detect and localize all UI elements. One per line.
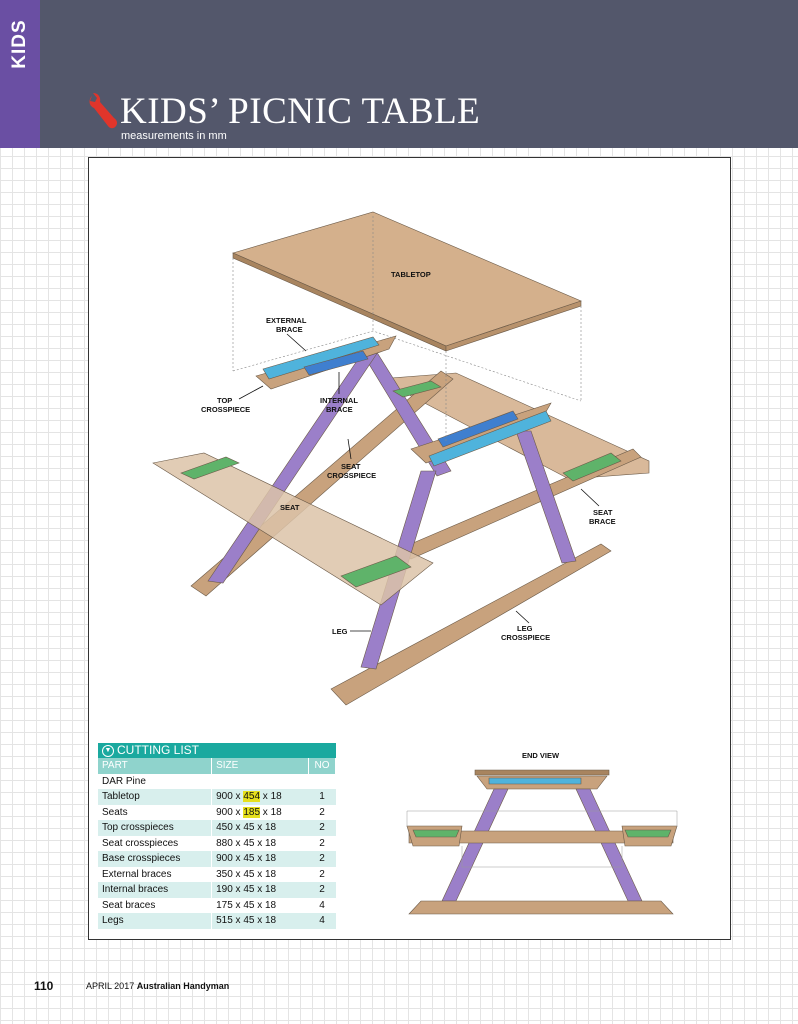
cutting-list-title: CUTTING LIST: [117, 743, 200, 757]
end-tabletop: [475, 770, 609, 775]
label-end-view: END VIEW: [522, 751, 560, 760]
part-cell: Seats: [98, 805, 212, 821]
cutting-list-header: [98, 743, 336, 758]
size-cell: 900 x 454 x 18: [212, 789, 309, 805]
part-cell: Base crosspieces: [98, 851, 212, 867]
column-header-part: PART: [98, 758, 212, 774]
part-cell: Tabletop: [98, 789, 212, 805]
cutting-list: [98, 743, 336, 929]
label-external-brace-2: BRACE: [276, 325, 303, 334]
table-row: [98, 820, 336, 836]
end-seat-brace-left: [413, 830, 459, 837]
part-cell: Seat crosspieces: [98, 836, 212, 852]
page-title: KIDS’ PICNIC TABLE: [120, 91, 481, 132]
label-seat-brace-2: BRACE: [589, 517, 616, 526]
size-cell: 880 x 45 x 18: [212, 836, 309, 852]
no-cell: 4: [309, 898, 336, 914]
size-cell: 515 x 45 x 18: [212, 913, 309, 929]
part-cell: Seat braces: [98, 898, 212, 914]
page-subtitle: measurements in mm: [121, 130, 227, 142]
wrench-icon: [86, 92, 120, 132]
column-header-no: NO: [309, 758, 336, 774]
size-cell: 190 x 45 x 18: [212, 882, 309, 898]
table-row: [98, 836, 336, 852]
size-cell: 350 x 45 x 18: [212, 867, 309, 883]
table-row: [98, 851, 336, 867]
label-seat-brace-1: SEAT: [593, 508, 613, 517]
end-base: [409, 901, 673, 914]
part-cell: Internal braces: [98, 882, 212, 898]
chevron-down-icon: ▼: [102, 745, 114, 757]
table-row: [98, 898, 336, 914]
part-cell: External braces: [98, 867, 212, 883]
table-row: [98, 882, 336, 898]
label-internal-brace-2: BRACE: [326, 405, 353, 414]
label-leg-crosspiece-1: LEG: [517, 624, 533, 633]
footer-credit: [86, 981, 229, 991]
table-row: [98, 867, 336, 883]
label-internal-brace-1: INTERNAL: [320, 396, 358, 405]
section-tab: [0, 0, 40, 148]
page-number: 110: [34, 979, 54, 993]
size-cell: 900 x 45 x 18: [212, 851, 309, 867]
label-seat-crosspiece-2: CROSSPIECE: [327, 471, 377, 480]
no-cell: 2: [309, 820, 336, 836]
table-row: [98, 913, 336, 929]
label-seat: SEAT: [280, 503, 300, 512]
material-label: DAR Pine: [98, 774, 336, 790]
cutting-list-table: [98, 758, 336, 929]
no-cell: 2: [309, 882, 336, 898]
label-top-crosspiece-2: CROSSPIECE: [201, 405, 251, 414]
section-tab-label: KIDS: [9, 19, 30, 69]
highlight-mark: 454: [243, 791, 261, 803]
size-cell: 900 x 185 x 18: [212, 805, 309, 821]
page-header: [0, 0, 798, 148]
end-seat-brace-right: [625, 830, 671, 837]
size-cell: 450 x 45 x 18: [212, 820, 309, 836]
table-row: [98, 805, 336, 821]
table-row: [98, 789, 336, 805]
no-cell: 2: [309, 851, 336, 867]
no-cell: 2: [309, 805, 336, 821]
table-header-row: [98, 758, 336, 774]
label-top-crosspiece-1: TOP: [217, 396, 233, 405]
issue-date: APRIL 2017: [86, 981, 135, 991]
label-leg-crosspiece-2: CROSSPIECE: [501, 633, 551, 642]
label-leg: LEG: [332, 627, 348, 636]
magazine-name: Australian Handyman: [136, 981, 230, 991]
part-cell: Top crosspieces: [98, 820, 212, 836]
no-cell: 1: [309, 789, 336, 805]
label-external-brace-1: EXTERNAL: [266, 316, 307, 325]
highlight-mark: 185: [243, 806, 261, 818]
label-tabletop: TABLETOP: [391, 270, 431, 279]
material-row: [98, 774, 336, 790]
label-seat-crosspiece-1: SEAT: [341, 462, 361, 471]
end-brace: [489, 778, 581, 784]
no-cell: 2: [309, 836, 336, 852]
column-header-size: SIZE: [212, 758, 309, 774]
no-cell: 4: [309, 913, 336, 929]
no-cell: 2: [309, 867, 336, 883]
size-cell: 175 x 45 x 18: [212, 898, 309, 914]
part-cell: Legs: [98, 913, 212, 929]
